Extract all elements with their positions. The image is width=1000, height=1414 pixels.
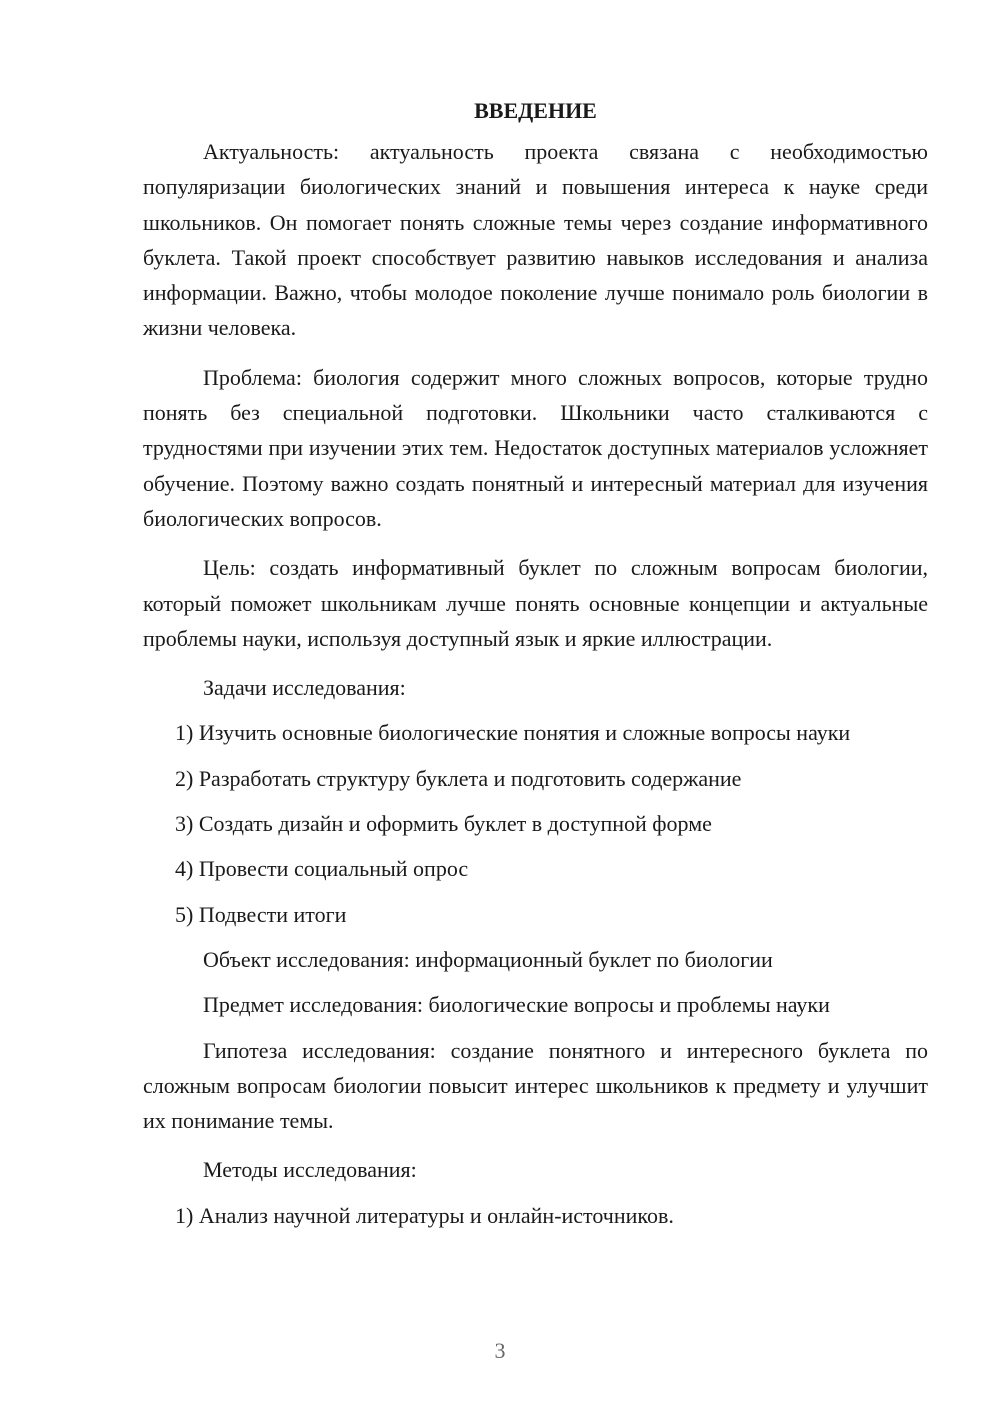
research-subject: Предмет исследования: биологические вопросы и проблемы науки xyxy=(203,992,830,1018)
goal-paragraph: Цель: создать информативный буклет по сложным вопросам биологии, который поможет школьникам лучше понять основные концепции и актуальные проблемы науки, используя доступный язык и яркие иллюстрации. xyxy=(143,555,928,651)
tasks-title: Задачи исследования: xyxy=(203,675,406,701)
document-page xyxy=(143,96,928,1243)
methods-title: Методы исследования: xyxy=(203,1157,417,1183)
relevance-paragraph: Актуальность: актуальность проекта связана с необходимостью популяризации биологических знаний и повышения интереса к науке среди школьников. Он помогает понять сложные темы через создание информативного буклета. Такой проект способствует развитию навыков исследования и анализа информации. Важно, чтобы молодое поколение лучше понимало роль биологии в жизни человека. xyxy=(143,139,928,341)
task-item: 5) Подвести итоги xyxy=(175,901,347,927)
task-item: 4) Провести социальный опрос xyxy=(175,856,469,882)
page-number: 3 xyxy=(494,1338,506,1363)
method-item: 1) Анализ научной литературы и онлайн-источников. xyxy=(175,1202,674,1228)
task-item: 3) Создать дизайн и оформить буклет в доступной форме xyxy=(175,811,712,837)
section-heading: ВВЕДЕНИЕ xyxy=(474,98,597,123)
research-object: Объект исследования: информационный буклет по биологии xyxy=(203,946,773,972)
hypothesis-paragraph: Гипотеза исследования: создание понятного и интересного буклета по сложным вопросам биологии повысит интерес школьников к предмету и улучшит их понимание темы. xyxy=(143,1037,928,1134)
task-item: 1) Изучить основные биологические понятия и сложные вопросы науки xyxy=(175,720,851,746)
problem-paragraph: Проблема: биология содержит много сложных вопросов, которые трудно понять без специальной подготовки. Школьники часто сталкиваются с трудностями при изучении этих тем. Недостаток доступных материалов усложняет обучение. Поэтому важно создать понятный и интересный материал для изучения биологических вопросов. xyxy=(143,364,928,531)
task-item: 2) Разработать структуру буклета и подготовить содержание xyxy=(175,765,742,791)
